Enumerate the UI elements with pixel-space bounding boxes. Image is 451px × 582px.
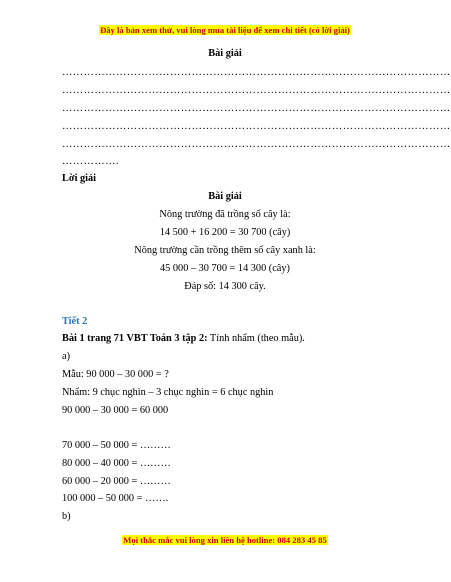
hotline-banner bbox=[0, 535, 450, 545]
dotted-line-4: ……………………………………………………………………………………………… bbox=[62, 121, 451, 132]
exercise-title-bold: Bài 1 trang 71 VBT Toán 3 tập 2: bbox=[62, 333, 208, 344]
dotted-line-short: ……………. bbox=[62, 156, 120, 167]
mental-math-line: Nhẩm: 9 chục nghìn – 3 chục nghìn = 6 chục nghìn bbox=[62, 387, 274, 398]
example-result: 90 000 – 30 000 = 60 000 bbox=[62, 405, 169, 416]
dotted-line-1: ……………………………………………………………………………………………… bbox=[62, 67, 451, 78]
solution-line-1: Nông trường đã trồng số cây là: bbox=[159, 209, 291, 220]
dotted-line-3: ……………………………………………………………………………………………… bbox=[62, 103, 451, 114]
solution-line-3: Nông trường cần trồng thêm số cây xanh là: bbox=[134, 245, 316, 256]
loi-giai-heading: Lời giải bbox=[62, 173, 97, 184]
solution-answer: Đáp số: 14 300 cây. bbox=[184, 281, 266, 292]
exercise-item-2: 80 000 – 40 000 = ……… bbox=[62, 458, 171, 469]
exercise-item-1: 70 000 – 50 000 = ……… bbox=[62, 440, 171, 451]
part-a-label: a) bbox=[62, 351, 70, 362]
exercise-item-3: 60 000 – 20 000 = ……… bbox=[62, 476, 171, 487]
part-b-label: b) bbox=[62, 511, 71, 522]
exercise-title-rest: Tính nhẩm (theo mẫu). bbox=[207, 333, 305, 344]
exercise-item-4: 100 000 – 50 000 = ……. bbox=[62, 493, 169, 504]
heading-bai-giai: Bài giải bbox=[208, 48, 242, 59]
solution-title: Bài giải bbox=[208, 191, 242, 202]
preview-banner bbox=[0, 25, 450, 35]
solution-line-2: 14 500 + 16 200 = 30 700 (cây) bbox=[159, 227, 291, 238]
exercise-title bbox=[62, 332, 305, 345]
preview-banner-text: Đây là bản xem thử, vui lòng mua tài liệu để xem chi tiết (có lời giải) bbox=[100, 25, 350, 35]
solution-line-4: 45 000 – 30 700 = 14 300 (cây) bbox=[160, 263, 290, 274]
section-heading-tiet-2: Tiết 2 bbox=[62, 316, 88, 327]
hotline-banner-text: Mọi thắc mắc vui lòng xin liên hệ hotline: 084 283 45 85 bbox=[123, 535, 327, 545]
example-line: Mẫu: 90 000 – 30 000 = ? bbox=[62, 369, 169, 380]
dotted-line-2: ……………………………………………………………………………………………… bbox=[62, 85, 451, 96]
dotted-line-5: ……………………………………………………………………………………………… bbox=[62, 139, 451, 150]
